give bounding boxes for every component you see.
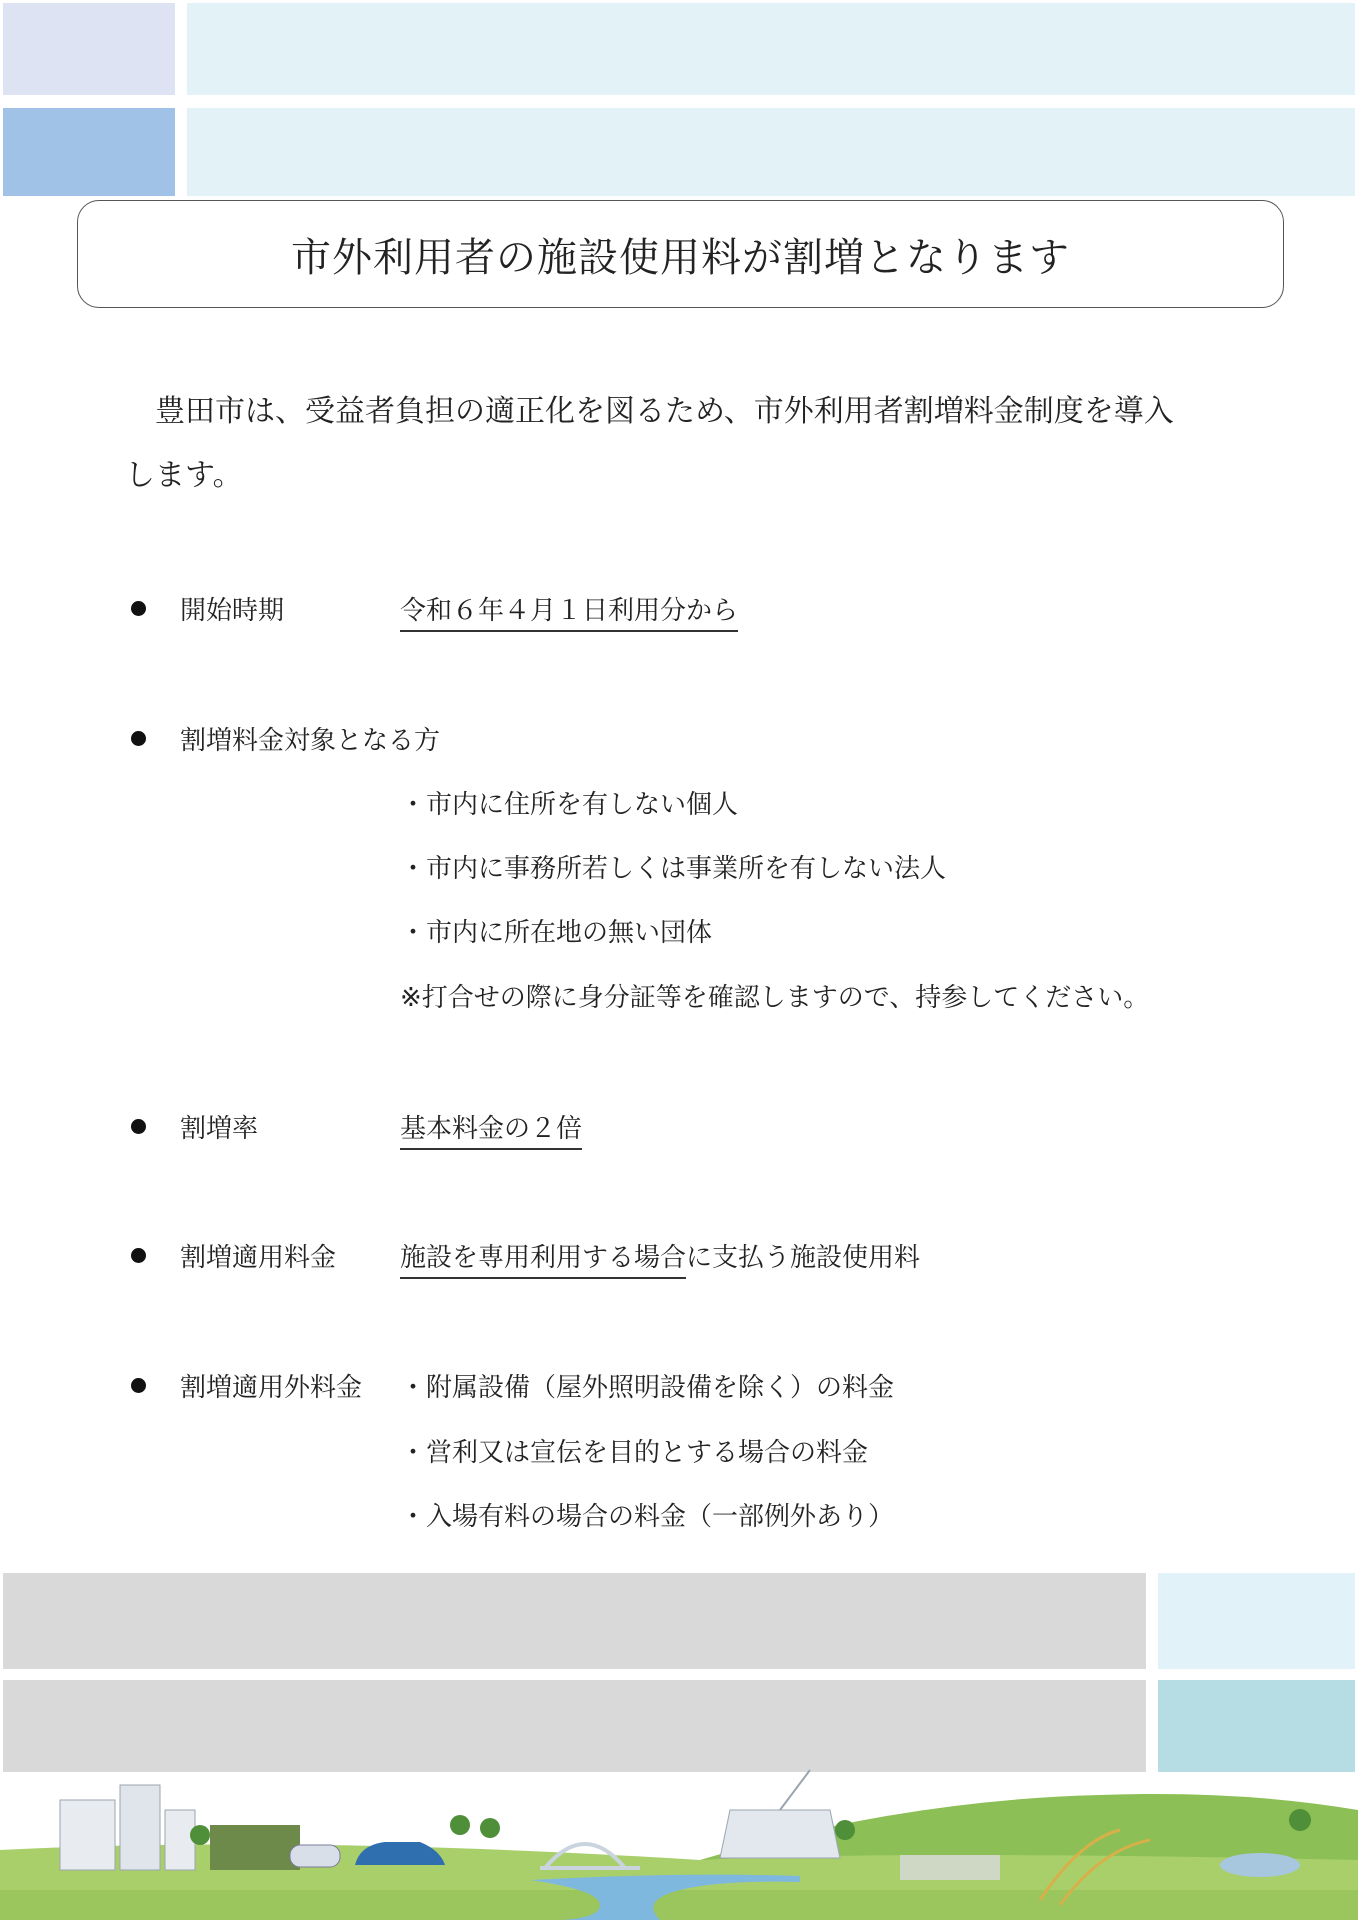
rate-label: 割増率 — [180, 1114, 259, 1144]
intro-line-1: 豊田市は、受益者負担の適正化を図るため、市外利用者割増料金制度を導入 — [155, 394, 1174, 429]
target-note: ※打合せの際に身分証等を確認しますので、持参してください。 — [400, 983, 1150, 1013]
start-value: 令和６年４月１日利用分から — [400, 590, 738, 627]
bullet-icon — [131, 1119, 146, 1134]
header-block-light-cyan — [187, 3, 1355, 95]
city-landscape-illustration — [0, 1740, 1358, 1920]
bullet-icon — [131, 1378, 146, 1393]
rate-value: 基本料金の２倍 — [400, 1108, 582, 1145]
header-block-blue — [3, 108, 175, 196]
applicable-label: 割増適用料金 — [180, 1243, 337, 1273]
footer-block-grey-1 — [3, 1573, 1146, 1669]
applicable-value: 施設を専用利用する場合に支払う施設使用料 — [400, 1237, 920, 1274]
target-line-1: ・市内に住所を有しない個人 — [400, 790, 739, 820]
intro-line-2: します。 — [125, 458, 243, 493]
footer-block-light-cyan — [1158, 1573, 1355, 1669]
target-line-2: ・市内に事務所若しくは事業所を有しない法人 — [400, 854, 947, 884]
excluded-line-2: ・営利又は宣伝を目的とする場合の料金 — [400, 1438, 869, 1468]
target-line-3: ・市内に所在地の無い団体 — [400, 918, 713, 948]
excluded-line-3: ・入場有料の場合の料金（一部例外あり） — [400, 1502, 895, 1532]
header-block-light-cyan-2 — [187, 108, 1355, 196]
excluded-label: 割増適用外料金 — [180, 1373, 363, 1403]
excluded-line-1: ・附属設備（屋外照明設備を除く）の料金 — [400, 1373, 895, 1403]
target-label: 割増料金対象となる方 — [180, 726, 441, 756]
page-title: 市外利用者の施設使用料が割増となります — [291, 234, 1070, 281]
bullet-icon — [131, 601, 146, 616]
page-title-box — [77, 200, 1284, 308]
intro-paragraph — [125, 380, 1255, 508]
start-label: 開始時期 — [180, 596, 285, 626]
bullet-icon — [131, 731, 146, 746]
header-block-lavender — [3, 3, 175, 95]
bullet-icon — [131, 1248, 146, 1263]
